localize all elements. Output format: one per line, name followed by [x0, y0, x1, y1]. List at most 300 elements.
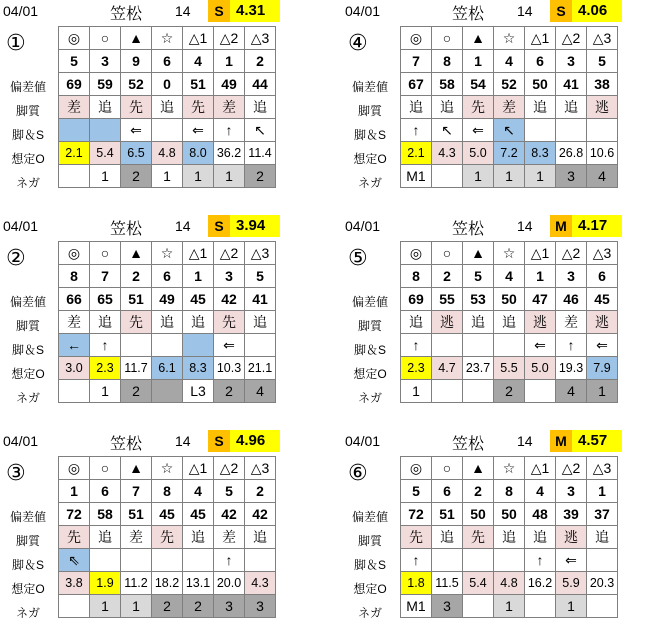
running-style-cell: 先 [183, 96, 214, 119]
deviation-cell: 69 [401, 288, 432, 311]
row-label: 脚＆S [11, 558, 44, 572]
running-style-cell: 追 [525, 526, 556, 549]
horse-number-cell: 4 [183, 480, 214, 503]
arrow-cell [432, 549, 463, 572]
row-label: ネガ [15, 176, 40, 190]
running-style-cell: 逃 [587, 311, 618, 334]
odds-cell: 20.0 [214, 572, 245, 595]
horse-number-cell: 6 [90, 480, 121, 503]
horse-number-cell: 8 [59, 265, 90, 288]
race-course: 笠松 [110, 221, 143, 238]
panel-header [342, 430, 664, 452]
horse-number-cell: 2 [432, 265, 463, 288]
horse-number-cell: 4 [525, 480, 556, 503]
arrow-cell [494, 334, 525, 357]
arrow-cell [463, 334, 494, 357]
mark-cell: △1 [183, 242, 214, 265]
horse-number-cell: 5 [214, 480, 245, 503]
horse-number-cell: 7 [121, 480, 152, 503]
prediction-table [58, 26, 276, 188]
odds-cell: 19.3 [556, 357, 587, 380]
horse-number-cell: 4 [494, 50, 525, 73]
odds-cell: 20.3 [587, 572, 618, 595]
panel-header [342, 0, 664, 22]
dev-row [401, 288, 618, 311]
mark-cell: ○ [90, 27, 121, 50]
arrow-row [59, 119, 276, 142]
arrow-cell: ↖ [245, 119, 276, 142]
horse-number-cell: 1 [183, 265, 214, 288]
nega-cell: 1 [90, 595, 121, 618]
horse-number-cell: 3 [556, 50, 587, 73]
mark-cell: ◎ [401, 457, 432, 480]
mark-cell: ▲ [463, 27, 494, 50]
row-label: ネガ [357, 176, 382, 190]
horse-number-cell: 5 [245, 265, 276, 288]
horse-number-cell: 4 [183, 50, 214, 73]
horse-number-cell: 3 [214, 265, 245, 288]
row-label: 脚＆S [353, 558, 386, 572]
panel-number: ⑥ [348, 460, 368, 485]
race-grade: S [208, 430, 230, 452]
horse-number-cell: 6 [152, 265, 183, 288]
odds-cell: 4.8 [494, 572, 525, 595]
marks-row [59, 242, 276, 265]
row-label: 想定O [11, 367, 45, 381]
odds-cell: 4.7 [432, 357, 463, 380]
horse-number-cell: 1 [59, 480, 90, 503]
style-row [401, 311, 618, 334]
arrow-cell: ↑ [401, 334, 432, 357]
running-style-cell: 追 [90, 311, 121, 334]
odds-cell: 10.3 [214, 357, 245, 380]
nega-cell: 2 [183, 595, 214, 618]
horse-number-cell: 9 [121, 50, 152, 73]
running-style-cell: 追 [463, 311, 494, 334]
nega-cell [59, 165, 90, 188]
deviation-cell: 58 [432, 73, 463, 96]
race-panel [0, 215, 322, 420]
odds-cell: 7.2 [494, 142, 525, 165]
odds-cell: 36.2 [214, 142, 245, 165]
mark-cell: △2 [556, 242, 587, 265]
horse-number-cell: 6 [152, 50, 183, 73]
row-label: 脚質 [15, 104, 40, 118]
marks-row [401, 27, 618, 50]
odds-cell: 8.0 [183, 142, 214, 165]
panel-number: ③ [6, 460, 26, 485]
running-style-cell: 追 [245, 311, 276, 334]
horses-row [59, 480, 276, 503]
horses-row [401, 265, 618, 288]
arrow-cell [90, 119, 121, 142]
nega-cell: 3 [432, 595, 463, 618]
deviation-cell: 58 [90, 503, 121, 526]
deviation-cell: 66 [59, 288, 90, 311]
arrow-cell: ⇐ [525, 334, 556, 357]
horse-number-cell: 1 [525, 265, 556, 288]
deviation-cell: 72 [401, 503, 432, 526]
mark-cell: △3 [587, 457, 618, 480]
odds-cell: 13.1 [183, 572, 214, 595]
race-panel [342, 215, 664, 420]
mark-cell: △2 [556, 457, 587, 480]
deviation-cell: 38 [587, 73, 618, 96]
runner-count: 14 [517, 3, 533, 19]
nega-cell: 1 [401, 380, 432, 403]
runner-count: 14 [517, 218, 533, 234]
running-style-cell: 追 [587, 526, 618, 549]
row-label: 脚質 [357, 104, 382, 118]
race-score: 4.96 [230, 430, 280, 452]
mark-cell: △2 [214, 242, 245, 265]
odds-cell: 5.4 [90, 142, 121, 165]
odds-cell: 6.5 [121, 142, 152, 165]
race-score: 4.31 [230, 0, 280, 22]
nega-cell: L3 [183, 380, 214, 403]
nega-row [401, 380, 618, 403]
panel-number: ② [6, 245, 26, 270]
horse-number-cell: 5 [463, 265, 494, 288]
odds-cell: 2.1 [59, 142, 90, 165]
mark-cell: ○ [432, 457, 463, 480]
nega-cell [59, 380, 90, 403]
runner-count: 14 [175, 433, 191, 449]
arrow-row [401, 119, 618, 142]
odds-cell: 21.1 [245, 357, 276, 380]
deviation-cell: 65 [90, 288, 121, 311]
mark-cell: ○ [432, 242, 463, 265]
arrow-cell [90, 549, 121, 572]
mark-cell: ☆ [152, 457, 183, 480]
dev-row [59, 73, 276, 96]
deviation-cell: 51 [183, 73, 214, 96]
odds-cell: 26.8 [556, 142, 587, 165]
running-style-cell: 追 [494, 311, 525, 334]
race-grade: M [550, 430, 572, 452]
horses-row [401, 50, 618, 73]
horse-number-cell: 2 [245, 480, 276, 503]
running-style-cell: 差 [59, 311, 90, 334]
mark-cell: △2 [556, 27, 587, 50]
deviation-cell: 52 [121, 73, 152, 96]
mark-cell: △1 [183, 457, 214, 480]
mark-cell: ☆ [494, 457, 525, 480]
race-course: 笠松 [452, 221, 485, 238]
race-score: 4.06 [572, 0, 622, 22]
odds-cell: 11.7 [121, 357, 152, 380]
nega-cell: 1 [556, 595, 587, 618]
dev-row [401, 503, 618, 526]
horses-row [401, 480, 618, 503]
nega-cell: 4 [587, 165, 618, 188]
nega-cell: 1 [121, 595, 152, 618]
style-row [59, 311, 276, 334]
nega-row [59, 165, 276, 188]
nega-row [401, 165, 618, 188]
running-style-cell: 先 [121, 311, 152, 334]
horse-number-cell: 3 [90, 50, 121, 73]
deviation-cell: 53 [463, 288, 494, 311]
arrow-cell: ↑ [401, 549, 432, 572]
running-style-cell: 差 [59, 96, 90, 119]
odds-cell: 4.3 [245, 572, 276, 595]
mark-cell: △2 [214, 457, 245, 480]
mark-cell: ○ [90, 242, 121, 265]
dev-row [401, 73, 618, 96]
race-grade: M [550, 215, 572, 237]
prediction-table [400, 241, 618, 403]
mark-cell: ▲ [463, 457, 494, 480]
deviation-cell: 67 [401, 73, 432, 96]
arrow-cell [152, 119, 183, 142]
row-label: 偏差値 [9, 510, 46, 524]
odds-cell: 1.9 [90, 572, 121, 595]
nega-cell: 2 [121, 380, 152, 403]
deviation-cell: 49 [152, 288, 183, 311]
row-label: 脚質 [15, 319, 40, 333]
deviation-cell: 46 [556, 288, 587, 311]
marks-row [59, 27, 276, 50]
style-row [59, 526, 276, 549]
odds-cell: 3.0 [59, 357, 90, 380]
running-style-cell: 先 [463, 96, 494, 119]
race-date: 04/01 [3, 218, 39, 234]
race-panel [0, 0, 322, 205]
mark-cell: △3 [245, 457, 276, 480]
running-style-cell: 差 [214, 526, 245, 549]
nega-cell: 4 [245, 380, 276, 403]
arrow-cell: ↖ [432, 119, 463, 142]
arrow-cell: ↑ [90, 334, 121, 357]
mark-cell: △1 [525, 242, 556, 265]
horse-number-cell: 1 [463, 50, 494, 73]
horse-number-cell: 2 [245, 50, 276, 73]
odds-row [401, 142, 618, 165]
mark-cell: ○ [432, 27, 463, 50]
row-label: 偏差値 [351, 295, 388, 309]
race-course: 笠松 [452, 6, 485, 23]
deviation-cell: 48 [525, 503, 556, 526]
mark-cell: ▲ [463, 242, 494, 265]
style-row [59, 96, 276, 119]
horse-number-cell: 7 [401, 50, 432, 73]
row-label: ネガ [357, 606, 382, 620]
horse-number-cell: 5 [59, 50, 90, 73]
horses-row [59, 265, 276, 288]
deviation-cell: 55 [432, 288, 463, 311]
arrow-cell: ↑ [556, 334, 587, 357]
nega-cell: 2 [494, 380, 525, 403]
nega-row [401, 595, 618, 618]
row-label: 想定O [11, 582, 45, 596]
arrow-cell [245, 549, 276, 572]
deviation-cell: 41 [556, 73, 587, 96]
arrow-cell [152, 334, 183, 357]
running-style-cell: 追 [90, 526, 121, 549]
horse-number-cell: 8 [494, 480, 525, 503]
horse-number-cell: 1 [587, 480, 618, 503]
panel-number: ④ [348, 30, 368, 55]
mark-cell: ▲ [121, 457, 152, 480]
running-style-cell: 追 [183, 526, 214, 549]
nega-cell: 1 [463, 165, 494, 188]
horse-number-cell: 6 [525, 50, 556, 73]
prediction-table [58, 241, 276, 403]
odds-cell: 5.0 [525, 357, 556, 380]
arrow-cell [59, 119, 90, 142]
race-date: 04/01 [345, 433, 381, 449]
race-date: 04/01 [3, 3, 39, 19]
odds-cell: 2.3 [401, 357, 432, 380]
nega-cell: M1 [401, 595, 432, 618]
mark-cell: ▲ [121, 27, 152, 50]
nega-cell [152, 380, 183, 403]
mark-cell: ☆ [494, 27, 525, 50]
deviation-cell: 51 [121, 288, 152, 311]
odds-cell: 11.4 [245, 142, 276, 165]
nega-row [59, 595, 276, 618]
runner-count: 14 [175, 3, 191, 19]
nega-cell: 2 [245, 165, 276, 188]
running-style-cell: 追 [401, 96, 432, 119]
odds-cell: 11.5 [432, 572, 463, 595]
nega-cell: 2 [121, 165, 152, 188]
running-style-cell: 追 [152, 96, 183, 119]
deviation-cell: 45 [152, 503, 183, 526]
row-label: 偏差値 [9, 295, 46, 309]
nega-cell: 3 [245, 595, 276, 618]
horse-number-cell: 1 [214, 50, 245, 73]
race-grade: S [208, 215, 230, 237]
arrow-cell: ⇐ [587, 334, 618, 357]
odds-cell: 2.3 [90, 357, 121, 380]
arrow-row [401, 549, 618, 572]
race-course: 笠松 [110, 6, 143, 23]
deviation-cell: 45 [587, 288, 618, 311]
race-course: 笠松 [110, 436, 143, 453]
mark-cell: ◎ [59, 457, 90, 480]
arrow-cell [152, 549, 183, 572]
nega-cell: 3 [556, 165, 587, 188]
row-label: 想定O [11, 152, 45, 166]
nega-cell: 1 [494, 165, 525, 188]
mark-cell: ☆ [152, 27, 183, 50]
odds-cell: 5.9 [556, 572, 587, 595]
deviation-cell: 45 [183, 288, 214, 311]
row-label: 脚＆S [353, 128, 386, 142]
deviation-cell: 50 [494, 288, 525, 311]
running-style-cell: 差 [556, 311, 587, 334]
horse-number-cell: 5 [587, 50, 618, 73]
deviation-cell: 50 [463, 503, 494, 526]
nega-cell [587, 595, 618, 618]
panel-number: ⑤ [348, 245, 368, 270]
runner-count: 14 [517, 433, 533, 449]
running-style-cell: 差 [121, 526, 152, 549]
mark-cell: △3 [587, 27, 618, 50]
mark-cell: △3 [245, 242, 276, 265]
race-date: 04/01 [345, 218, 381, 234]
odds-row [401, 357, 618, 380]
deviation-cell: 42 [245, 503, 276, 526]
row-label: 脚質 [357, 319, 382, 333]
deviation-cell: 54 [463, 73, 494, 96]
odds-row [59, 572, 276, 595]
row-label: 偏差値 [351, 510, 388, 524]
race-score: 3.94 [230, 215, 280, 237]
row-label: 脚質 [357, 534, 382, 548]
race-date: 04/01 [345, 3, 381, 19]
odds-row [401, 572, 618, 595]
running-style-cell: 先 [152, 526, 183, 549]
runner-count: 14 [175, 218, 191, 234]
mark-cell: △2 [214, 27, 245, 50]
mark-cell: △1 [525, 27, 556, 50]
nega-cell: 1 [587, 380, 618, 403]
deviation-cell: 39 [556, 503, 587, 526]
nega-cell: 1 [90, 165, 121, 188]
prediction-table [400, 26, 618, 188]
nega-cell: 1 [214, 165, 245, 188]
horse-number-cell: 2 [463, 480, 494, 503]
odds-cell: 7.9 [587, 357, 618, 380]
nega-cell [525, 595, 556, 618]
panel-header [0, 215, 322, 237]
deviation-cell: 50 [525, 73, 556, 96]
arrow-cell: ⇐ [556, 549, 587, 572]
odds-row [59, 357, 276, 380]
row-label: 偏差値 [351, 80, 388, 94]
arrow-cell: ↑ [214, 549, 245, 572]
arrow-cell [556, 119, 587, 142]
odds-cell: 11.2 [121, 572, 152, 595]
running-style-cell: 逃 [525, 311, 556, 334]
nega-cell: 4 [556, 380, 587, 403]
running-style-cell: 追 [152, 311, 183, 334]
running-style-cell: 追 [556, 96, 587, 119]
dev-row [59, 503, 276, 526]
arrow-cell [525, 119, 556, 142]
arrow-cell: ⇐ [183, 119, 214, 142]
mark-cell: ◎ [401, 27, 432, 50]
panel-header [342, 215, 664, 237]
odds-cell: 2.1 [401, 142, 432, 165]
nega-cell: 3 [214, 595, 245, 618]
nega-cell: 1 [152, 165, 183, 188]
deviation-cell: 49 [214, 73, 245, 96]
arrow-cell [121, 334, 152, 357]
odds-cell: 3.8 [59, 572, 90, 595]
deviation-cell: 47 [525, 288, 556, 311]
style-row [401, 96, 618, 119]
deviation-cell: 37 [587, 503, 618, 526]
row-label: ネガ [15, 391, 40, 405]
mark-cell: ◎ [59, 242, 90, 265]
row-label: ネガ [15, 606, 40, 620]
deviation-cell: 72 [59, 503, 90, 526]
odds-cell: 5.0 [463, 142, 494, 165]
prediction-table [400, 456, 618, 618]
deviation-cell: 51 [432, 503, 463, 526]
running-style-cell: 先 [214, 311, 245, 334]
mark-cell: △1 [525, 457, 556, 480]
mark-cell: △1 [183, 27, 214, 50]
horse-number-cell: 6 [432, 480, 463, 503]
marks-row [401, 242, 618, 265]
race-panel [0, 430, 322, 635]
horse-number-cell: 3 [556, 480, 587, 503]
